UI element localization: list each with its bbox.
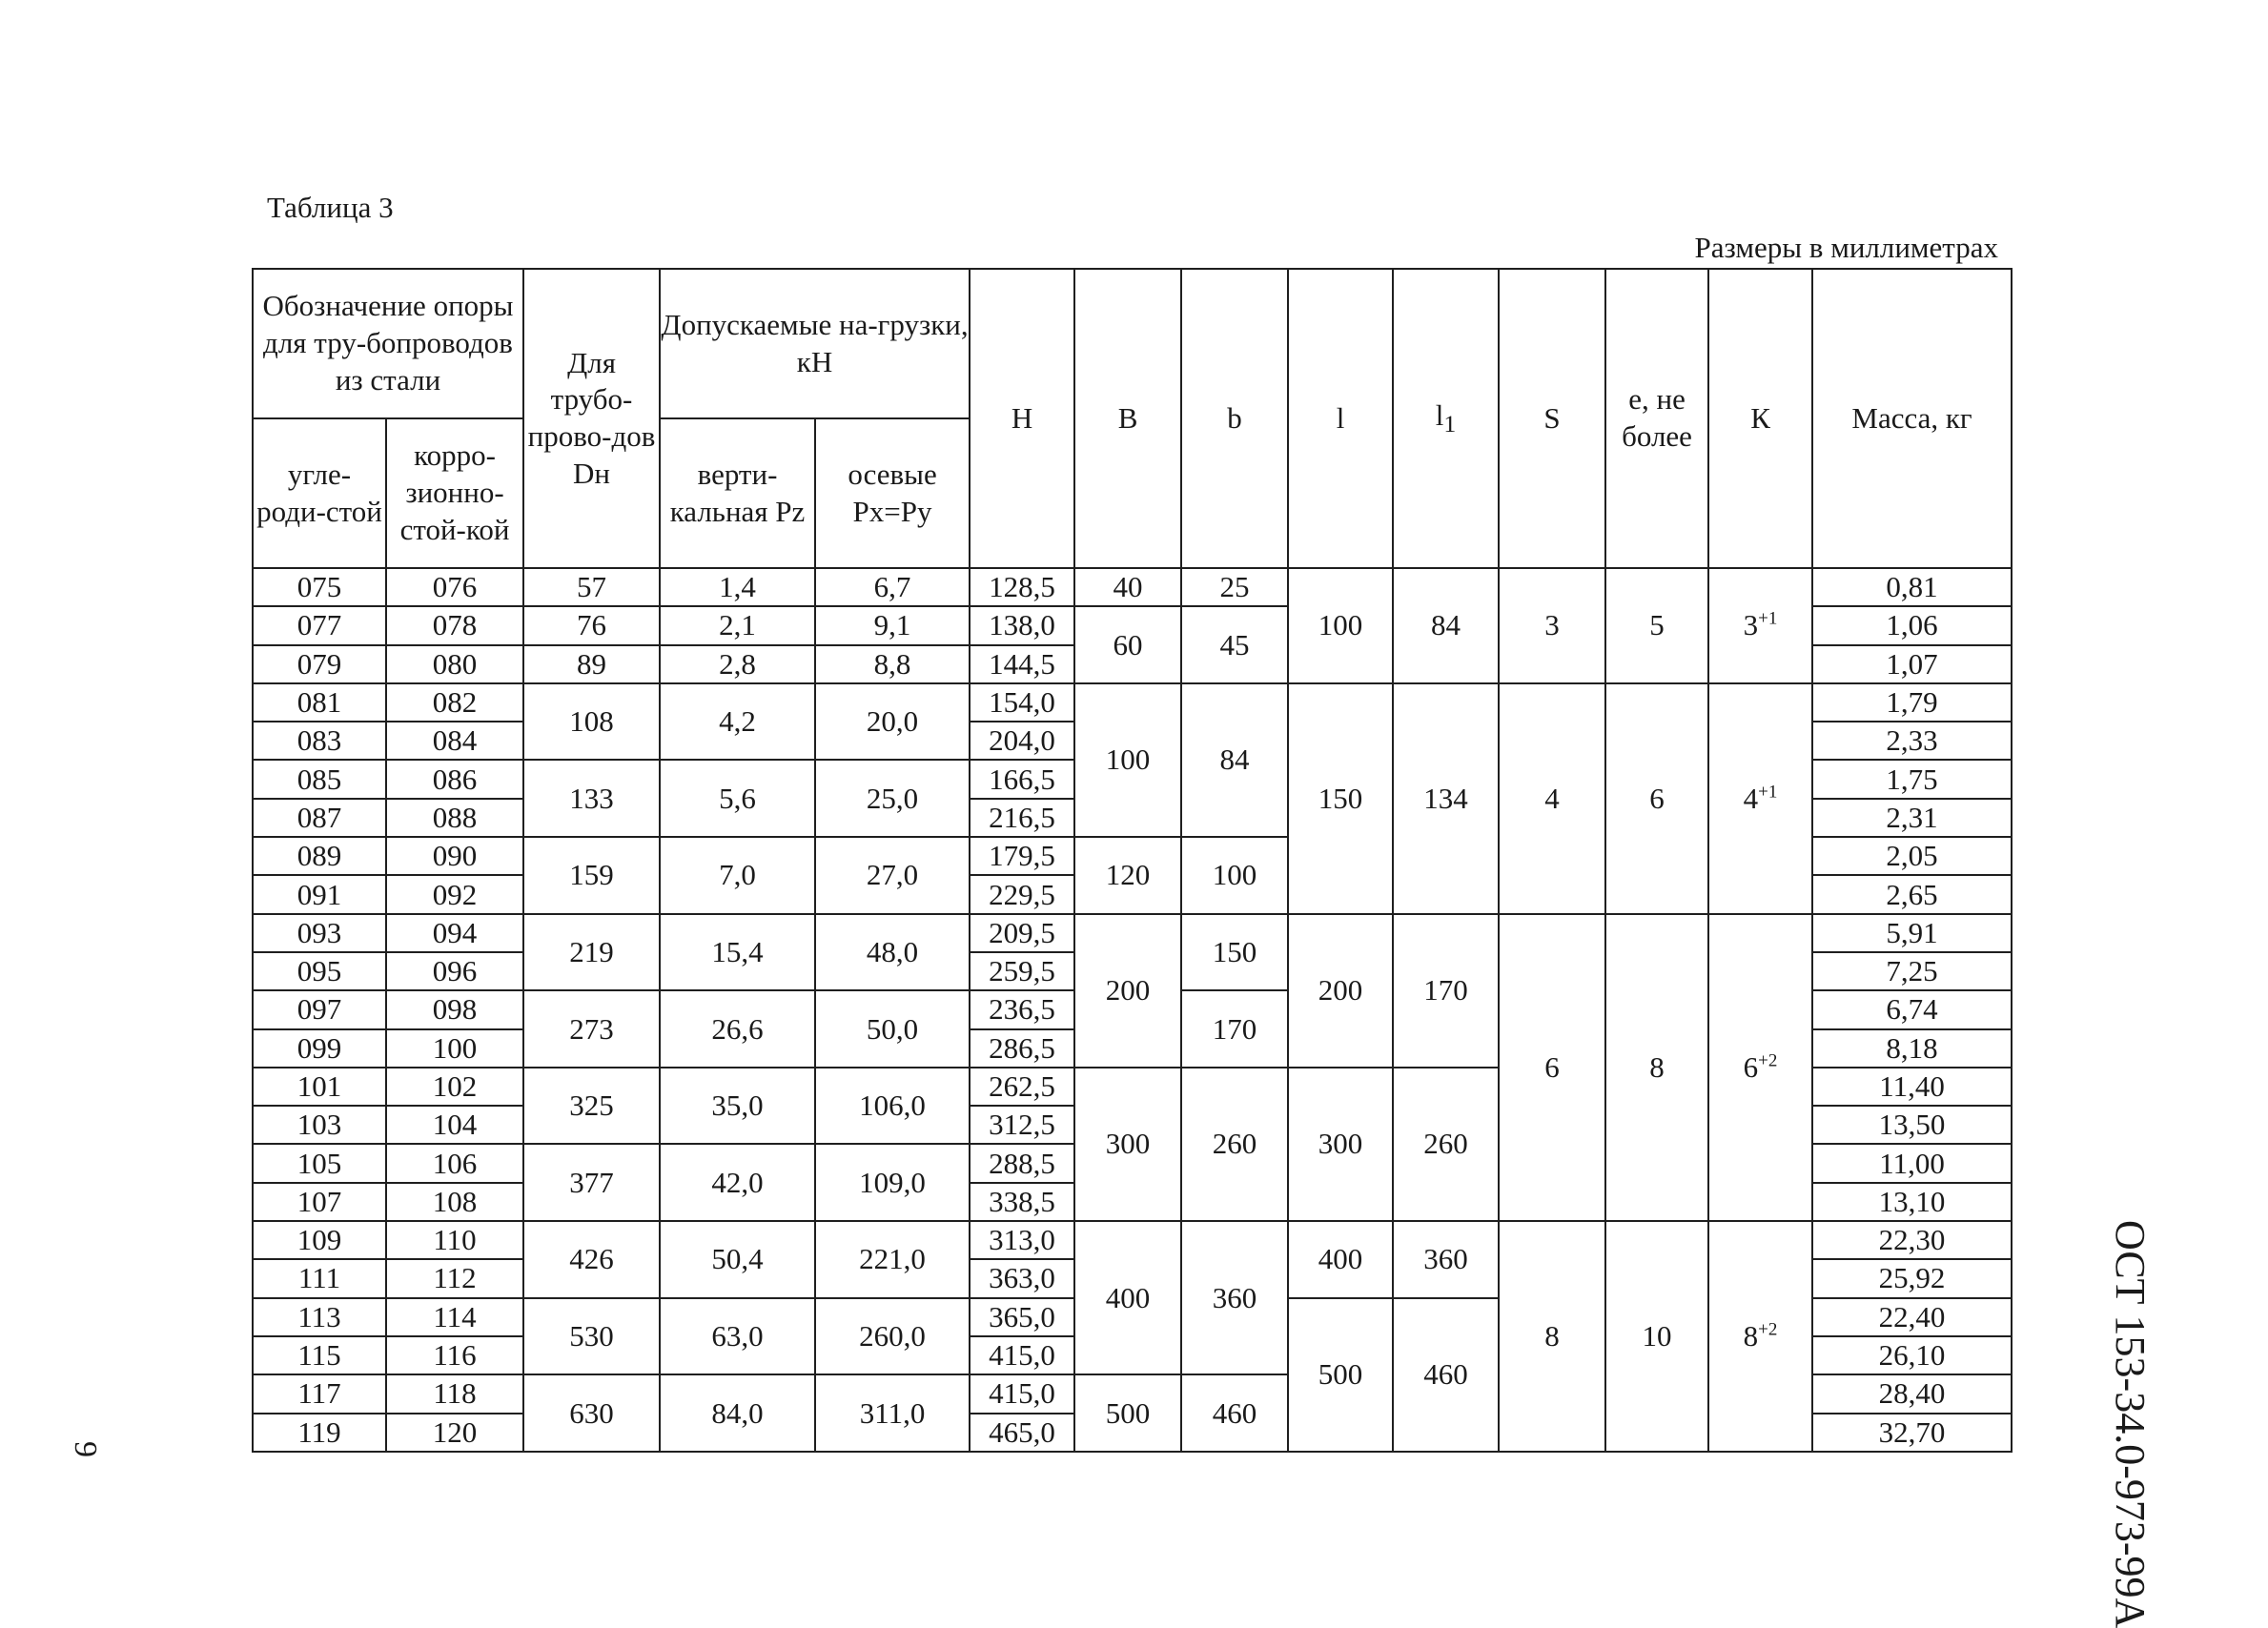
dn-cell: 57 bbox=[523, 568, 660, 606]
dn-cell: 273 bbox=[523, 990, 660, 1068]
px-cell: 106,0 bbox=[815, 1068, 970, 1145]
h-cell: 154,0 bbox=[970, 683, 1074, 722]
b-upper-cell: 100 bbox=[1074, 683, 1181, 837]
l1-header bbox=[1393, 269, 1499, 568]
carbon-cell: 115 bbox=[253, 1336, 386, 1374]
k-tolerance: +1 bbox=[1758, 782, 1778, 803]
mass-cell: 2,65 bbox=[1812, 875, 2012, 913]
b-lower-cell: 45 bbox=[1181, 606, 1288, 683]
carbon-cell: 081 bbox=[253, 683, 386, 722]
h-cell: 204,0 bbox=[970, 722, 1074, 760]
b-lower-cell: 84 bbox=[1181, 683, 1288, 837]
mass-cell: 6,74 bbox=[1812, 990, 2012, 1028]
h-cell: 166,5 bbox=[970, 760, 1074, 798]
pz-cell: 50,4 bbox=[660, 1221, 815, 1298]
h-cell: 138,0 bbox=[970, 606, 1074, 644]
mass-cell: 22,40 bbox=[1812, 1298, 2012, 1336]
mass-cell: 0,81 bbox=[1812, 568, 2012, 606]
k-header: К bbox=[1708, 269, 1812, 568]
e-cell: 6 bbox=[1605, 683, 1708, 914]
h-cell: 259,5 bbox=[970, 952, 1074, 990]
carbon-cell: 103 bbox=[253, 1106, 386, 1144]
carbon-cell: 099 bbox=[253, 1029, 386, 1068]
pz-cell: 5,6 bbox=[660, 760, 815, 837]
dn-cell: 325 bbox=[523, 1068, 660, 1145]
pz-cell: 84,0 bbox=[660, 1374, 815, 1452]
mass-header: Масса, кг bbox=[1812, 269, 2012, 568]
corrosion-cell: 098 bbox=[386, 990, 523, 1028]
l1-header-subscript: 1 bbox=[1443, 409, 1457, 438]
corrosion-cell: 096 bbox=[386, 952, 523, 990]
h-header: H bbox=[970, 269, 1074, 568]
k-base: 8 bbox=[1743, 1318, 1759, 1353]
e-cell: 10 bbox=[1605, 1221, 1708, 1452]
corrosion-cell: 120 bbox=[386, 1414, 523, 1452]
l-cell: 200 bbox=[1288, 914, 1393, 1068]
px-cell: 8,8 bbox=[815, 645, 970, 683]
loads-header: Допускаемые на-грузки, кН bbox=[660, 269, 970, 418]
px-cell: 6,7 bbox=[815, 568, 970, 606]
h-cell: 338,5 bbox=[970, 1183, 1074, 1221]
k-tolerance: +2 bbox=[1758, 1050, 1778, 1071]
h-cell: 229,5 bbox=[970, 875, 1074, 913]
corrosion-cell: 102 bbox=[386, 1068, 523, 1106]
h-cell: 262,5 bbox=[970, 1068, 1074, 1106]
h-cell: 216,5 bbox=[970, 799, 1074, 837]
dn-cell: 219 bbox=[523, 914, 660, 991]
carbon-cell: 091 bbox=[253, 875, 386, 913]
carbon-cell: 111 bbox=[253, 1259, 386, 1297]
s-cell: 4 bbox=[1499, 683, 1605, 914]
s-cell: 3 bbox=[1499, 568, 1605, 683]
h-cell: 312,5 bbox=[970, 1106, 1074, 1144]
pz-cell: 42,0 bbox=[660, 1144, 815, 1221]
pz-cell: 63,0 bbox=[660, 1298, 815, 1375]
l-cell: 500 bbox=[1288, 1298, 1393, 1452]
l-header: l bbox=[1288, 269, 1393, 568]
corrosion-cell: 090 bbox=[386, 837, 523, 875]
k-cell bbox=[1708, 914, 1812, 1221]
l-cell: 400 bbox=[1288, 1221, 1393, 1298]
b-upper-cell: 60 bbox=[1074, 606, 1181, 683]
b-upper-cell: 300 bbox=[1074, 1068, 1181, 1221]
corrosion-cell: 086 bbox=[386, 760, 523, 798]
corrosion-cell: 080 bbox=[386, 645, 523, 683]
carbon-cell: 085 bbox=[253, 760, 386, 798]
h-cell: 365,0 bbox=[970, 1298, 1074, 1336]
px-cell: 9,1 bbox=[815, 606, 970, 644]
pz-cell: 2,1 bbox=[660, 606, 815, 644]
k-cell bbox=[1708, 683, 1812, 914]
corrosion-cell: 076 bbox=[386, 568, 523, 606]
b-lower-header: b bbox=[1181, 269, 1288, 568]
px-cell: 20,0 bbox=[815, 683, 970, 761]
b-lower-cell: 460 bbox=[1181, 1374, 1288, 1452]
mass-cell: 2,05 bbox=[1812, 837, 2012, 875]
h-cell: 415,0 bbox=[970, 1374, 1074, 1413]
mass-cell: 13,50 bbox=[1812, 1106, 2012, 1144]
carbon-cell: 095 bbox=[253, 952, 386, 990]
corrosion-cell: 088 bbox=[386, 799, 523, 837]
l1-cell: 170 bbox=[1393, 914, 1499, 1068]
e-cell: 8 bbox=[1605, 914, 1708, 1221]
pz-cell: 26,6 bbox=[660, 990, 815, 1068]
b-upper-cell: 500 bbox=[1074, 1374, 1181, 1452]
corrosion-cell: 092 bbox=[386, 875, 523, 913]
px-cell: 27,0 bbox=[815, 837, 970, 914]
l1-cell: 360 bbox=[1393, 1221, 1499, 1298]
b-upper-cell: 400 bbox=[1074, 1221, 1181, 1374]
k-base: 6 bbox=[1743, 1049, 1759, 1084]
corrosion-cell: 100 bbox=[386, 1029, 523, 1068]
pz-cell: 15,4 bbox=[660, 914, 815, 991]
dn-cell: 133 bbox=[523, 760, 660, 837]
axial-load-header: осевые Px=Py bbox=[815, 418, 970, 568]
pz-cell: 2,8 bbox=[660, 645, 815, 683]
b-upper-cell: 40 bbox=[1074, 568, 1181, 606]
px-cell: 50,0 bbox=[815, 990, 970, 1068]
h-cell: 128,5 bbox=[970, 568, 1074, 606]
dn-cell: 89 bbox=[523, 645, 660, 683]
corrosion-cell: 110 bbox=[386, 1221, 523, 1259]
mass-cell: 11,00 bbox=[1812, 1144, 2012, 1182]
mass-cell: 11,40 bbox=[1812, 1068, 2012, 1106]
dn-cell: 108 bbox=[523, 683, 660, 761]
mass-cell: 13,10 bbox=[1812, 1183, 2012, 1221]
mass-cell: 32,70 bbox=[1812, 1414, 2012, 1452]
mass-cell: 25,92 bbox=[1812, 1259, 2012, 1297]
px-cell: 109,0 bbox=[815, 1144, 970, 1221]
mass-cell: 2,31 bbox=[1812, 799, 2012, 837]
mass-cell: 22,30 bbox=[1812, 1221, 2012, 1259]
dn-cell: 159 bbox=[523, 837, 660, 914]
corrosion-cell: 078 bbox=[386, 606, 523, 644]
mass-cell: 28,40 bbox=[1812, 1374, 2012, 1413]
page-number: 9 bbox=[68, 1441, 103, 1457]
h-cell: 465,0 bbox=[970, 1414, 1074, 1452]
corrosion-cell: 108 bbox=[386, 1183, 523, 1221]
l1-cell: 460 bbox=[1393, 1298, 1499, 1452]
corrosion-cell: 104 bbox=[386, 1106, 523, 1144]
carbon-cell: 077 bbox=[253, 606, 386, 644]
carbon-cell: 079 bbox=[253, 645, 386, 683]
px-cell: 311,0 bbox=[815, 1374, 970, 1452]
carbon-cell: 119 bbox=[253, 1414, 386, 1452]
corrosion-cell: 084 bbox=[386, 722, 523, 760]
h-cell: 236,5 bbox=[970, 990, 1074, 1028]
carbon-cell: 093 bbox=[253, 914, 386, 952]
carbon-cell: 075 bbox=[253, 568, 386, 606]
mass-cell: 7,25 bbox=[1812, 952, 2012, 990]
mass-cell: 2,33 bbox=[1812, 722, 2012, 760]
carbon-cell: 113 bbox=[253, 1298, 386, 1336]
table-row bbox=[253, 914, 2012, 952]
pz-cell: 1,4 bbox=[660, 568, 815, 606]
corrosion-cell: 106 bbox=[386, 1144, 523, 1182]
b-lower-cell: 360 bbox=[1181, 1221, 1288, 1374]
b-lower-cell: 150 bbox=[1181, 914, 1288, 991]
b-lower-cell: 25 bbox=[1181, 568, 1288, 606]
h-cell: 363,0 bbox=[970, 1259, 1074, 1297]
s-cell: 6 bbox=[1499, 914, 1605, 1221]
designation-header: Обозначение опоры для тру-бопроводов из стали bbox=[253, 269, 523, 418]
support-dimensions-table bbox=[252, 268, 2013, 1453]
corrosion-cell: 094 bbox=[386, 914, 523, 952]
k-cell bbox=[1708, 568, 1812, 683]
table-row bbox=[253, 568, 2012, 606]
corrosion-cell: 114 bbox=[386, 1298, 523, 1336]
h-cell: 179,5 bbox=[970, 837, 1074, 875]
b-upper-cell: 120 bbox=[1074, 837, 1181, 914]
corrosion-steel-header: корро-зионно-стой-кой bbox=[386, 418, 523, 568]
h-cell: 288,5 bbox=[970, 1144, 1074, 1182]
s-cell: 8 bbox=[1499, 1221, 1605, 1452]
dn-cell: 530 bbox=[523, 1298, 660, 1375]
carbon-cell: 101 bbox=[253, 1068, 386, 1106]
table-caption: Таблица 3 bbox=[267, 191, 394, 224]
mass-cell: 26,10 bbox=[1812, 1336, 2012, 1374]
l-cell: 100 bbox=[1288, 568, 1393, 683]
dn-cell: 426 bbox=[523, 1221, 660, 1298]
l1-cell: 84 bbox=[1393, 568, 1499, 683]
e-cell: 5 bbox=[1605, 568, 1708, 683]
units-note: Размеры в миллиметрах bbox=[1694, 231, 1998, 264]
px-cell: 25,0 bbox=[815, 760, 970, 837]
k-tolerance: +1 bbox=[1758, 609, 1778, 630]
carbon-cell: 089 bbox=[253, 837, 386, 875]
k-base: 3 bbox=[1743, 608, 1759, 642]
mass-cell: 1,07 bbox=[1812, 645, 2012, 683]
mass-cell: 1,06 bbox=[1812, 606, 2012, 644]
e-header: е, не более bbox=[1605, 269, 1708, 568]
l-cell: 300 bbox=[1288, 1068, 1393, 1221]
l1-cell: 260 bbox=[1393, 1068, 1499, 1221]
pz-cell: 4,2 bbox=[660, 683, 815, 761]
h-cell: 313,0 bbox=[970, 1221, 1074, 1259]
l1-header-letter: l bbox=[1435, 397, 1444, 432]
l-cell: 150 bbox=[1288, 683, 1393, 914]
dn-cell: 377 bbox=[523, 1144, 660, 1221]
h-cell: 209,5 bbox=[970, 914, 1074, 952]
vertical-load-header: верти-кальная Pz bbox=[660, 418, 815, 568]
s-header: S bbox=[1499, 269, 1605, 568]
carbon-cell: 109 bbox=[253, 1221, 386, 1259]
px-cell: 221,0 bbox=[815, 1221, 970, 1298]
carbon-cell: 087 bbox=[253, 799, 386, 837]
h-cell: 144,5 bbox=[970, 645, 1074, 683]
document-code: ОСТ 153-34.0-973-99А bbox=[2107, 1220, 2154, 1628]
pipe-dn-header: Для трубо-прово-дов Dн bbox=[523, 269, 660, 568]
carbon-cell: 107 bbox=[253, 1183, 386, 1221]
h-cell: 286,5 bbox=[970, 1029, 1074, 1068]
corrosion-cell: 116 bbox=[386, 1336, 523, 1374]
mass-cell: 1,75 bbox=[1812, 760, 2012, 798]
carbon-cell: 097 bbox=[253, 990, 386, 1028]
b-lower-cell: 170 bbox=[1181, 990, 1288, 1068]
carbon-cell: 105 bbox=[253, 1144, 386, 1182]
corrosion-cell: 112 bbox=[386, 1259, 523, 1297]
carbon-cell: 083 bbox=[253, 722, 386, 760]
dn-cell: 76 bbox=[523, 606, 660, 644]
mass-cell: 8,18 bbox=[1812, 1029, 2012, 1068]
mass-cell: 5,91 bbox=[1812, 914, 2012, 952]
table-row bbox=[253, 1221, 2012, 1259]
corrosion-cell: 082 bbox=[386, 683, 523, 722]
table-row bbox=[253, 683, 2012, 722]
b-upper-header: B bbox=[1074, 269, 1181, 568]
b-lower-cell: 100 bbox=[1181, 837, 1288, 914]
b-lower-cell: 260 bbox=[1181, 1068, 1288, 1221]
px-cell: 260,0 bbox=[815, 1298, 970, 1375]
corrosion-cell: 118 bbox=[386, 1374, 523, 1413]
k-cell bbox=[1708, 1221, 1812, 1452]
carbon-steel-header: угле-роди-стой bbox=[253, 418, 386, 568]
pz-cell: 7,0 bbox=[660, 837, 815, 914]
pz-cell: 35,0 bbox=[660, 1068, 815, 1145]
k-base: 4 bbox=[1743, 781, 1759, 815]
px-cell: 48,0 bbox=[815, 914, 970, 991]
l1-cell: 134 bbox=[1393, 683, 1499, 914]
h-cell: 415,0 bbox=[970, 1336, 1074, 1374]
mass-cell: 1,79 bbox=[1812, 683, 2012, 722]
carbon-cell: 117 bbox=[253, 1374, 386, 1413]
b-upper-cell: 200 bbox=[1074, 914, 1181, 1068]
k-tolerance: +2 bbox=[1758, 1319, 1778, 1340]
dn-cell: 630 bbox=[523, 1374, 660, 1452]
